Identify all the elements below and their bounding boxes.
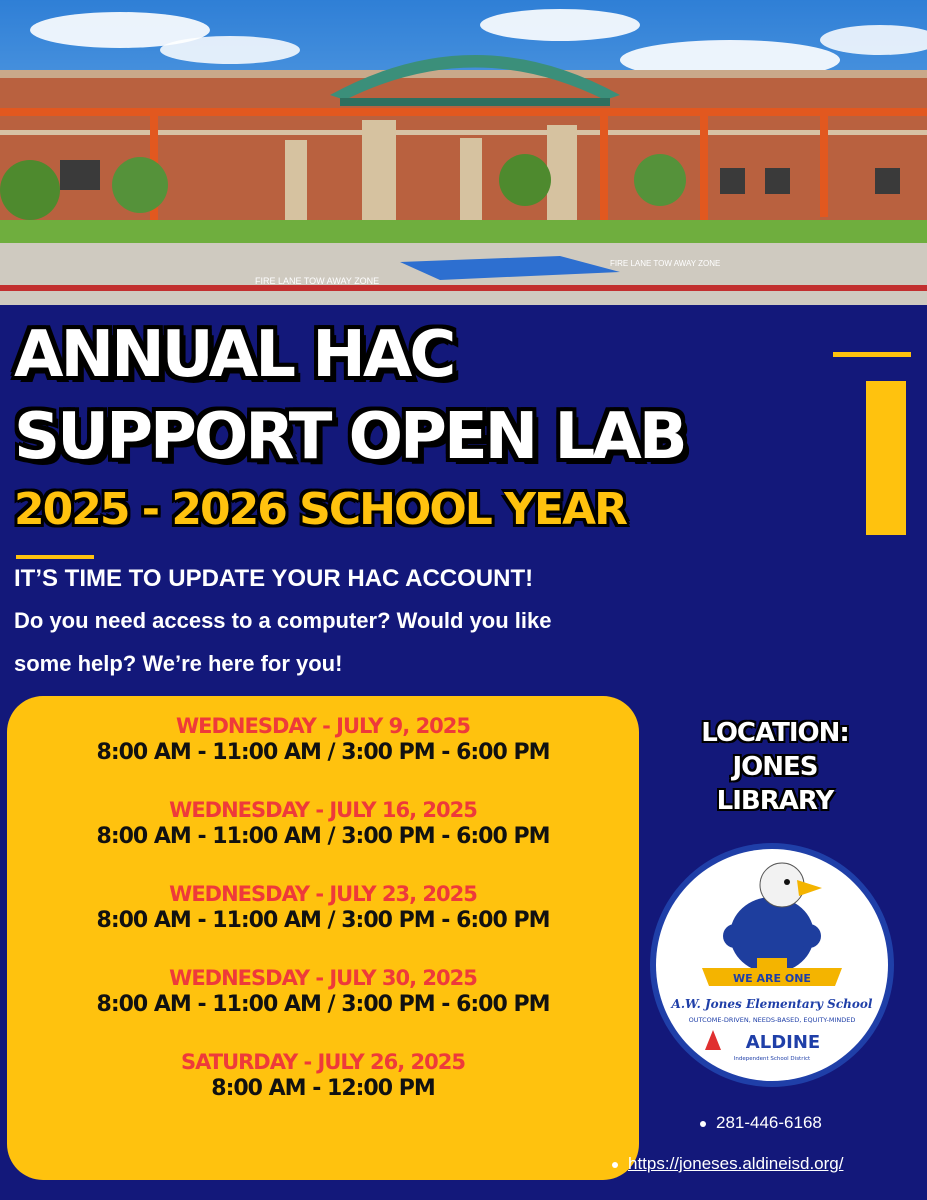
- school-building-photo: [0, 0, 927, 305]
- logo-district-sub: Independent School District: [733, 1056, 811, 1062]
- session-day: WEDNESDAY - JULY 16, 2025: [169, 798, 477, 822]
- session-hours: 8:00 AM - 11:00 AM / 3:00 PM - 6:00 PM: [96, 824, 550, 849]
- session-hours: 8:00 AM - 12:00 PM: [211, 1076, 435, 1101]
- session-day: SATURDAY - JULY 26, 2025: [181, 1050, 465, 1074]
- location-name-line-1: JONES: [732, 752, 818, 782]
- decorative-line: [833, 352, 911, 357]
- fire-lane-sign-left: FIRE LANE TOW AWAY ZONE: [255, 276, 380, 286]
- logo-school-name: A.W. Jones Elementary School: [671, 997, 873, 1011]
- title-line-2: SUPPORT OPEN LAB: [14, 400, 685, 474]
- bullet-icon: [700, 1121, 706, 1127]
- session-day: WEDNESDAY - JULY 30, 2025: [169, 966, 477, 990]
- session-hours: 8:00 AM - 11:00 AM / 3:00 PM - 6:00 PM: [96, 992, 550, 1017]
- intro-text-line-1: Do you need access to a computer? Would you like: [14, 608, 552, 633]
- logo-district: ALDINE: [745, 1032, 821, 1053]
- session-hours: 8:00 AM - 11:00 AM / 3:00 PM - 6:00 PM: [96, 740, 550, 765]
- decorative-bar: [866, 381, 906, 535]
- intro-heading: IT’S TIME TO UPDATE YOUR HAC ACCOUNT!: [14, 565, 534, 592]
- website-link[interactable]: https://joneses.aldineisd.org/: [628, 1154, 844, 1173]
- session-day: WEDNESDAY - JULY 9, 2025: [175, 714, 471, 738]
- session-item: [7, 966, 639, 1017]
- fire-lane-sign-right: FIRE LANE TOW AWAY ZONE: [610, 259, 721, 268]
- contact-phone: [700, 1113, 822, 1133]
- location-block: [640, 716, 910, 818]
- logo-tagline: OUTCOME-DRIVEN, NEEDS-BASED, EQUITY-MINDED: [688, 1016, 856, 1024]
- schedule-panel: [7, 696, 639, 1180]
- session-item: [7, 1050, 639, 1101]
- location-name-line-2: LIBRARY: [716, 786, 834, 816]
- location-label: LOCATION:: [701, 718, 849, 748]
- logo-banner: WE ARE ONE: [733, 972, 811, 985]
- intro-text-line-2: some help? We’re here for you!: [14, 651, 343, 676]
- phone-number: 281-446-6168: [716, 1113, 822, 1132]
- school-year-heading: 2025 - 2026 SCHOOL YEAR: [14, 484, 626, 535]
- contact-website: [612, 1154, 843, 1174]
- session-day: WEDNESDAY - JULY 23, 2025: [169, 882, 477, 906]
- session-hours: 8:00 AM - 11:00 AM / 3:00 PM - 6:00 PM: [96, 908, 550, 933]
- bullet-icon: [612, 1162, 618, 1168]
- decorative-underline: [16, 555, 94, 559]
- session-item: [7, 714, 639, 765]
- session-item: [7, 882, 639, 933]
- session-item: [7, 798, 639, 849]
- school-logo: [647, 840, 897, 1090]
- title-line-1: ANNUAL HAC: [14, 318, 454, 392]
